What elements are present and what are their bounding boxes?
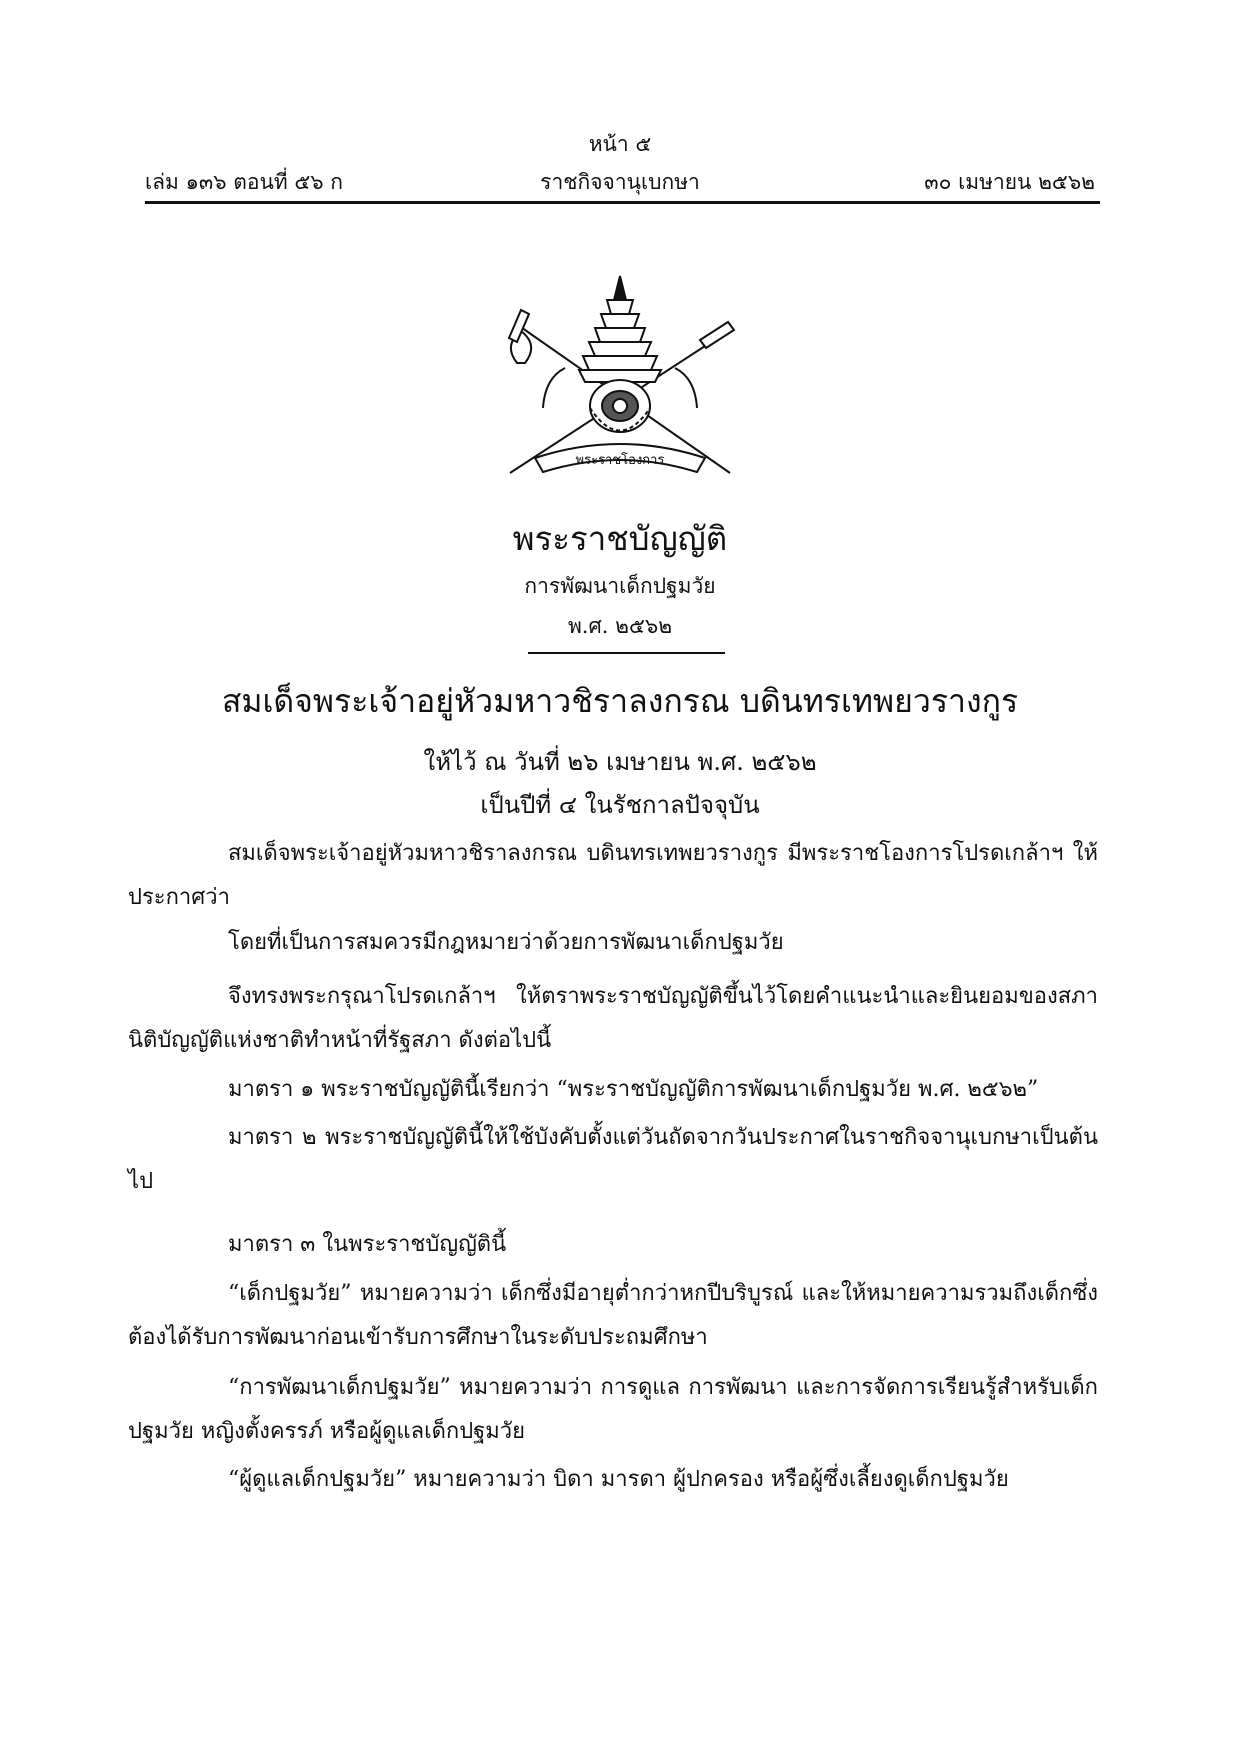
act-year: พ.ศ. ๒๕๖๒ [567, 614, 673, 638]
paragraph-enactment [128, 975, 1098, 1063]
gazette-header [145, 166, 1095, 196]
paragraph-text: “การพัฒนาเด็กปฐมวัย” หมายความว่า การดูแล การพัฒนา และการจัดการเรียนรู้สำหรับเด็กปฐมวัย หญิงตั้งครรภ์ หรือผู้ดูแลเด็กปฐมวัย [128, 1375, 1098, 1444]
paragraph-text: มาตรา ๑ พระราชบัญญัตินี้เรียกว่า “พระราชบัญญัติการพัฒนาเด็กปฐมวัย พ.ศ. ๒๕๖๒” [228, 1077, 1039, 1102]
definition-early-childhood [128, 1272, 1098, 1360]
svg-text:พระราชโองการ: พระราชโองการ [575, 453, 665, 468]
page-number: หน้า ๕ [588, 132, 652, 156]
volume-issue: เล่ม ๑๓๖ ตอนที่ ๕๖ ก [145, 170, 343, 194]
paragraph-text: “เด็กปฐมวัย” หมายความว่า เด็กซึ่งมีอายุต่ำกว่าหกปีบริบูรณ์ และให้หมายความรวมถึงเด็กซึ่งต้องได้รับการพัฒนาก่อนเข้ารับการศึกษาในระดับประถมศึกษา [128, 1281, 1098, 1350]
section-1 [128, 1068, 1098, 1112]
given-date: ให้ไว้ ณ วันที่ ๒๖ เมษายน พ.ศ. ๒๕๖๒ [423, 748, 817, 776]
header-divider [145, 201, 1100, 204]
gazette-date: ๓๐ เมษายน ๒๕๖๒ [924, 170, 1095, 194]
reign-year: เป็นปีที่ ๔ ในรัชกาลปัจจุบัน [480, 791, 760, 819]
paragraph-text: สมเด็จพระเจ้าอยู่หัวมหาวชิราลงกรณ บดินทรเทพยวรางกูร มีพระราชโองการโปรดเกล้าฯ ให้ประกาศว่า [128, 841, 1098, 910]
paragraph-text: มาตรา ๓ ในพระราชบัญญัตินี้ [228, 1232, 507, 1257]
act-title: พระราชบัญญัติ [512, 519, 728, 558]
paragraph-text: โดยที่เป็นการสมควรมีกฎหมายว่าด้วยการพัฒนาเด็กปฐมวัย [228, 930, 784, 955]
king-name: สมเด็จพระเจ้าอยู่หัวมหาวชิราลงกรณ บดินทรเทพยวรางกูร [221, 682, 1019, 720]
act-subject: การพัฒนาเด็กปฐมวัย [524, 574, 716, 598]
paragraph-text: มาตรา ๒ พระราชบัญญัตินี้ให้ใช้บังคับตั้งแต่วันถัดจากวันประกาศในราชกิจจานุเบกษาเป็นต้นไป [128, 1125, 1098, 1194]
paragraph-text: “ผู้ดูแลเด็กปฐมวัย” หมายความว่า บิดา มารดา ผู้ปกครอง หรือผู้ซึ่งเลี้ยงดูเด็กปฐมวัย [228, 1467, 1009, 1492]
paragraph-text: จึงทรงพระกรุณาโปรดเกล้าฯ ให้ตราพระราชบัญญัติขึ้นไว้โดยคำแนะนำและยินยอมของสภานิติบัญญัติแห่งชาติทำหน้าที่รัฐสภา ดังต่อไปนี้ [128, 984, 1098, 1053]
title-divider [528, 652, 725, 654]
definition-caregiver [128, 1458, 1098, 1502]
definition-development [128, 1366, 1098, 1454]
gazette-name: ราชกิจจานุเบกษา [540, 170, 700, 194]
royal-emblem-icon [495, 268, 745, 493]
section-3 [128, 1223, 1098, 1267]
paragraph-rationale [128, 921, 1098, 965]
section-2 [128, 1116, 1098, 1204]
paragraph-proclamation [128, 832, 1098, 920]
